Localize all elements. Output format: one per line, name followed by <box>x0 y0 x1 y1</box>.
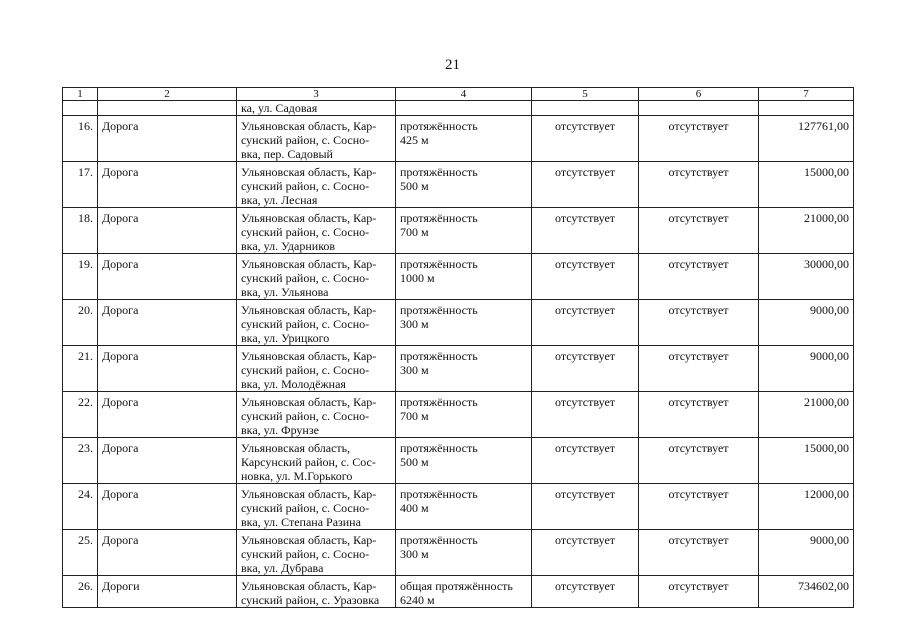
object-name: Дорога <box>98 116 237 162</box>
object-name: Дорога <box>98 208 237 254</box>
address-line: Ульяновская область, Кар- <box>241 165 377 179</box>
characteristic-line: 6240 м <box>400 593 435 607</box>
address <box>237 530 396 576</box>
column-5-value: отсутствует <box>532 438 639 484</box>
address-line: вка, ул. Ударников <box>241 239 336 253</box>
address-line: новка, ул. М.Горького <box>241 469 353 483</box>
address <box>237 438 396 484</box>
characteristic-line: 400 м <box>400 501 429 515</box>
row-number: 20. <box>63 300 98 346</box>
cost-value: 21000,00 <box>759 392 854 438</box>
address <box>237 116 396 162</box>
address-line: Ульяновская область, Кар- <box>241 395 377 409</box>
address-line: Ульяновская область, Кар- <box>241 487 377 501</box>
column-number: 5 <box>532 88 639 101</box>
column-6-value: отсутствует <box>639 346 759 392</box>
continuation-address: ка, ул. Садовая <box>237 101 396 116</box>
column-5-value: отсутствует <box>532 162 639 208</box>
address-line: вка, ул. Лесная <box>241 193 318 207</box>
cost-value: 9000,00 <box>759 300 854 346</box>
characteristic <box>396 484 532 530</box>
cost-value: 30000,00 <box>759 254 854 300</box>
row-number: 19. <box>63 254 98 300</box>
cost-value: 9000,00 <box>759 346 854 392</box>
row-number: 21. <box>63 346 98 392</box>
address-line: сунский район, с. Сосно- <box>241 501 370 515</box>
object-name: Дорога <box>98 300 237 346</box>
address-line: Ульяновская область, <box>241 441 351 455</box>
address-line: сунский район, с. Сосно- <box>241 225 370 239</box>
column-5-value: отсутствует <box>532 576 639 608</box>
column-6-value: отсутствует <box>639 208 759 254</box>
table-row <box>63 530 854 576</box>
column-5-value: отсутствует <box>532 300 639 346</box>
object-name: Дорога <box>98 484 237 530</box>
address-line: сунский район, с. Сосно- <box>241 317 370 331</box>
column-number: 3 <box>237 88 396 101</box>
characteristic-line: протяжённость <box>400 487 478 501</box>
table-row <box>63 346 854 392</box>
row-number: 26. <box>63 576 98 608</box>
cost-value: 15000,00 <box>759 438 854 484</box>
address-line: сунский район, с. Сосно- <box>241 179 370 193</box>
column-5-value: отсутствует <box>532 530 639 576</box>
column-6-value: отсутствует <box>639 162 759 208</box>
characteristic-line: 425 м <box>400 133 429 147</box>
address <box>237 300 396 346</box>
table-row <box>63 576 854 608</box>
characteristic-line: протяжённость <box>400 303 478 317</box>
address-line: Ульяновская область, Кар- <box>241 349 377 363</box>
characteristic-line: протяжённость <box>400 257 478 271</box>
characteristic-line: протяжённость <box>400 119 478 133</box>
continuation-row <box>63 101 854 116</box>
address-line: сунский район, с. Сосно- <box>241 363 370 377</box>
address <box>237 392 396 438</box>
row-number: 16. <box>63 116 98 162</box>
column-number: 1 <box>63 88 98 101</box>
characteristic-line: 300 м <box>400 317 429 331</box>
characteristic <box>396 208 532 254</box>
characteristic-line: протяжённость <box>400 441 478 455</box>
column-5-value: отсутствует <box>532 346 639 392</box>
address-line: вка, ул. Дубрава <box>241 561 324 575</box>
characteristic-line: протяжённость <box>400 165 478 179</box>
address <box>237 208 396 254</box>
characteristic <box>396 346 532 392</box>
column-6-value: отсутствует <box>639 116 759 162</box>
row-number: 23. <box>63 438 98 484</box>
table-row <box>63 162 854 208</box>
characteristic <box>396 254 532 300</box>
column-5-value: отсутствует <box>532 484 639 530</box>
address-line: сунский район, с. Сосно- <box>241 547 370 561</box>
address <box>237 484 396 530</box>
row-number: 17. <box>63 162 98 208</box>
column-6-value: отсутствует <box>639 576 759 608</box>
cost-value: 12000,00 <box>759 484 854 530</box>
characteristic-line: 700 м <box>400 225 429 239</box>
characteristic-line: протяжённость <box>400 211 478 225</box>
object-name: Дорога <box>98 530 237 576</box>
column-5-value: отсутствует <box>532 116 639 162</box>
address-line: Ульяновская область, Кар- <box>241 533 377 547</box>
column-number: 4 <box>396 88 532 101</box>
characteristic-line: 700 м <box>400 409 429 423</box>
column-5-value: отсутствует <box>532 208 639 254</box>
address-line: Карсунский район, с. Сос- <box>241 455 376 469</box>
address-line: сунский район, с. Сосно- <box>241 409 370 423</box>
column-number-row <box>63 88 854 101</box>
address <box>237 346 396 392</box>
table-row <box>63 300 854 346</box>
column-number: 2 <box>98 88 237 101</box>
address-line: вка, ул. Степана Разина <box>241 515 361 529</box>
address-line: вка, ул. Ульянова <box>241 285 329 299</box>
characteristic <box>396 576 532 608</box>
address <box>237 576 396 608</box>
address-line: сунский район, с. Сосно- <box>241 271 370 285</box>
cost-value: 734602,00 <box>759 576 854 608</box>
row-number: 24. <box>63 484 98 530</box>
column-number: 6 <box>639 88 759 101</box>
table-row <box>63 254 854 300</box>
object-name: Дорога <box>98 346 237 392</box>
column-6-value: отсутствует <box>639 254 759 300</box>
row-number: 22. <box>63 392 98 438</box>
cost-value: 127761,00 <box>759 116 854 162</box>
characteristic <box>396 300 532 346</box>
row-number: 18. <box>63 208 98 254</box>
page-number: 21 <box>445 57 460 73</box>
characteristic-line: 1000 м <box>400 271 435 285</box>
address <box>237 162 396 208</box>
table-row <box>63 392 854 438</box>
object-name: Дороги <box>98 576 237 608</box>
address-line: Ульяновская область, Кар- <box>241 303 377 317</box>
table-row <box>63 438 854 484</box>
characteristic <box>396 392 532 438</box>
characteristic <box>396 438 532 484</box>
column-5-value: отсутствует <box>532 254 639 300</box>
address-line: Ульяновская область, Кар- <box>241 579 377 593</box>
object-name: Дорога <box>98 438 237 484</box>
object-name: Дорога <box>98 162 237 208</box>
address-line: сунский район, с. Сосно- <box>241 133 370 147</box>
address-line: вка, ул. Фрунзе <box>241 423 319 437</box>
column-6-value: отсутствует <box>639 484 759 530</box>
address-line: вка, ул. Урицкого <box>241 331 330 345</box>
table-row <box>63 116 854 162</box>
address-line: Ульяновская область, Кар- <box>241 211 377 225</box>
object-name: Дорога <box>98 392 237 438</box>
characteristic-line: 300 м <box>400 547 429 561</box>
column-number: 7 <box>759 88 854 101</box>
address-line: Ульяновская область, Кар- <box>241 119 377 133</box>
address-line: вка, пер. Садовый <box>241 147 333 161</box>
column-6-value: отсутствует <box>639 438 759 484</box>
column-6-value: отсутствует <box>639 392 759 438</box>
address-line: вка, ул. Молодёжная <box>241 377 346 391</box>
characteristic-line: общая протяжённость <box>400 579 513 593</box>
cost-value: 9000,00 <box>759 530 854 576</box>
table-row <box>63 484 854 530</box>
table-row <box>63 208 854 254</box>
characteristic <box>396 116 532 162</box>
column-5-value: отсутствует <box>532 392 639 438</box>
characteristic-line: 500 м <box>400 179 429 193</box>
address-line: сунский район, с. Уразовка <box>241 593 380 607</box>
cost-value: 21000,00 <box>759 208 854 254</box>
characteristic-line: протяжённость <box>400 395 478 409</box>
row-number: 25. <box>63 530 98 576</box>
registry-table <box>62 87 854 608</box>
address-line: Ульяновская область, Кар- <box>241 257 377 271</box>
object-name: Дорога <box>98 254 237 300</box>
characteristic <box>396 162 532 208</box>
characteristic-line: протяжённость <box>400 349 478 363</box>
column-6-value: отсутствует <box>639 530 759 576</box>
cost-value: 15000,00 <box>759 162 854 208</box>
column-6-value: отсутствует <box>639 300 759 346</box>
characteristic-line: 300 м <box>400 363 429 377</box>
characteristic <box>396 530 532 576</box>
address <box>237 254 396 300</box>
characteristic-line: 500 м <box>400 455 429 469</box>
characteristic-line: протяжённость <box>400 533 478 547</box>
